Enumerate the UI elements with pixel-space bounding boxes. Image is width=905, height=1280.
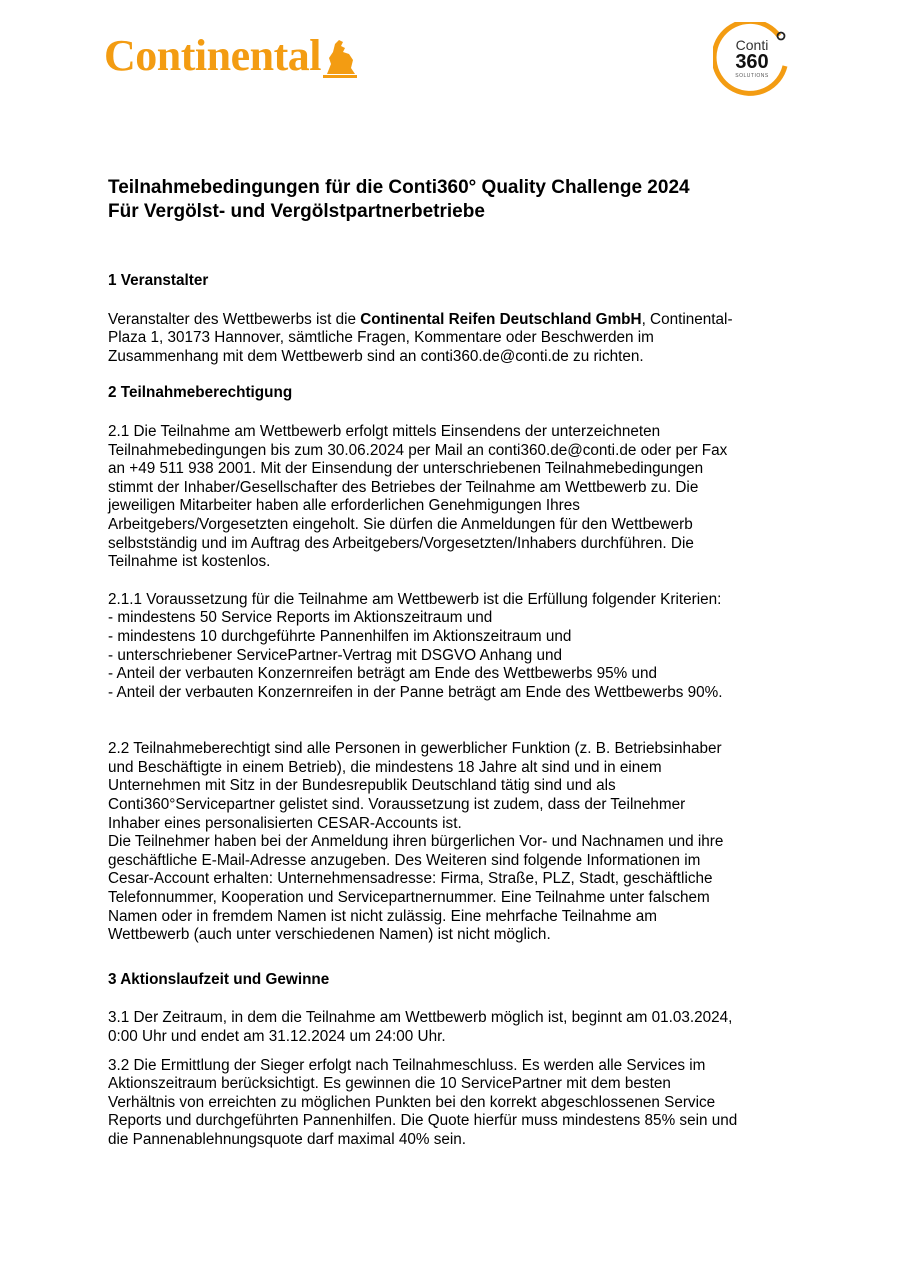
text-line: Reports und durchgeführten Pannenhilfen. Die Quote hierfür muss mindestens 85% sein und — [108, 1112, 738, 1130]
text-line: Wettbewerb (auch unter verschiedenen Namen) ist nicht möglich. — [108, 926, 551, 944]
text-line: - unterschriebener ServicePartner-Vertrag mit DSGVO Anhang und — [108, 646, 563, 664]
document-body — [108, 176, 808, 1150]
text-line: an +49 511 938 2001. Mit der Einsendung der unterschriebenen Teilnahmebedingungen — [108, 460, 704, 478]
text-line: stimmt der Inhaber/Gesellschafter des Betriebes der Teilnahme am Wettbewerb zu. Die — [108, 478, 699, 496]
conti360-logo-line1: Conti — [735, 37, 769, 53]
text-line: jeweiligen Mitarbeiter haben alle erforderlichen Genehmigungen Ihres — [108, 497, 580, 515]
section-3-1-paragraph — [108, 1009, 808, 1046]
organizer-company-name: Continental Reifen Deutschland GmbH — [360, 310, 642, 328]
text-line: Verhältnis von erreichten zu möglichen Punkten bei den korrekt abgeschlossenen Service — [108, 1093, 716, 1111]
text-line: Arbeitgebers/Vorgesetzten eingeholt. Sie dürfen die Anmeldungen für den Wettbewerb — [108, 515, 693, 533]
text-line: Inhaber eines personalisierten CESAR-Accounts ist. — [108, 814, 462, 832]
section-1-paragraph — [108, 311, 808, 367]
conti360-logo-line3: SOLUTIONS — [735, 73, 769, 79]
horse-icon — [323, 38, 357, 78]
text-line: Teilnahme ist kostenlos. — [108, 553, 271, 571]
text-line: 0:00 Uhr und endet am 31.12.2024 um 24:00 Uhr. — [108, 1028, 446, 1045]
text-line: - Anteil der verbauten Konzernreifen beträgt am Ende des Wettbewerbs 95% und — [108, 665, 658, 683]
text-line: Die Teilnehmer haben bei der Anmeldung ihren bürgerlichen Vor- und Nachnamen und ihre — [108, 833, 724, 851]
text-line: 2.1 Die Teilnahme am Wettbewerb erfolgt mittels Einsendens der unterzeichneten — [108, 422, 661, 440]
section-2-1-1-paragraph — [108, 591, 808, 703]
text-line: Telefonnummer, Kooperation und Servicepartnernummer. Eine Teilnahme unter falschem — [108, 889, 710, 907]
section-1-heading: 1 Veranstalter — [108, 272, 209, 289]
section-2-heading: 2 Teilnahmeberechtigung — [108, 384, 293, 402]
text-line: geschäftliche E-Mail-Adresse anzugeben. Des Weiteren sind folgende Informationen im — [108, 851, 701, 869]
text-line: 2.1.1 Voraussetzung für die Teilnahme am Wettbewerb ist die Erfüllung folgender Kriterien: — [108, 590, 722, 608]
organizer-intro-text: Veranstalter des Wettbewerbs ist die — [108, 310, 361, 328]
section-2-2-paragraph — [108, 740, 808, 945]
text-line: Cesar-Account erhalten: Unternehmensadresse: Firma, Straße, PLZ, Stadt, geschäftliche — [108, 870, 713, 888]
text-line: selbstständig und im Auftrag des Arbeitgebers/Vorgesetzten/Inhabers durchführen. Die — [108, 534, 694, 552]
text-line: und Beschäftigte in einem Betrieb), die mindestens 18 Jahre alt sind und in einem — [108, 758, 662, 776]
section-1-line-3: Zusammenhang mit dem Wettbewerb sind an conti360.de@conti.de zu richten. — [108, 347, 644, 365]
text-line: - mindestens 10 durchgeführte Pannenhilfen im Aktionszeitraum und — [108, 627, 572, 645]
section-3-heading: 3 Aktionslaufzeit und Gewinne — [108, 970, 330, 988]
section-1-line-1 — [108, 311, 808, 330]
section-1-line-2: Plaza 1, 30173 Hannover, sämtliche Fragen, Kommentare oder Beschwerden im — [108, 329, 654, 347]
text-line: 3.2 Die Ermittlung der Sieger erfolgt nach Teilnahmeschluss. Es werden alle Services im — [108, 1056, 706, 1074]
document-title — [108, 176, 808, 224]
title-line-1: Teilnahmebedingungen für die Conti360° Quality Challenge 2024 — [108, 177, 690, 198]
text-line: Unternehmen mit Sitz in der Bundesrepublik Deutschland tätig sind und als — [108, 777, 616, 795]
text-line: Namen oder in fremdem Namen ist nicht zulässig. Eine mehrfache Teilnahme am — [108, 907, 657, 925]
conti360-logo-line2: 360 — [735, 51, 769, 73]
section-2-1-paragraph — [108, 423, 808, 572]
text-line: 3.1 Der Zeitraum, in dem die Teilnahme am Wettbewerb möglich ist, beginnt am 01.03.2024, — [108, 1009, 733, 1027]
text-line: die Pannenablehnungsquote darf maximal 40% sein. — [108, 1130, 467, 1148]
continental-logo-text: Continental — [104, 31, 321, 80]
text-line: 2.2 Teilnahmeberechtigt sind alle Personen in gewerblicher Funktion (z. B. Betriebsinhaber — [108, 740, 722, 758]
text-line: - mindestens 50 Service Reports im Aktionszeitraum und — [108, 609, 493, 627]
title-line-2: Für Vergölst- und Vergölstpartnerbetriebe — [108, 201, 485, 222]
text-line: - Anteil der verbauten Konzernreifen in der Panne beträgt am Ende des Wettbewerbs 90%. — [108, 683, 723, 701]
organizer-address-start: , Continental- — [641, 310, 733, 328]
conti360-logo — [713, 22, 791, 100]
continental-logo — [104, 31, 357, 80]
text-line: Teilnahmebedingungen bis zum 30.06.2024 per Mail an conti360.de@conti.de oder per Fax — [108, 441, 728, 459]
text-line: Conti360°Servicepartner gelistet sind. Voraussetzung ist zudem, dass der Teilnehmer — [108, 796, 686, 814]
text-line: Aktionszeitraum berücksichtigt. Es gewinnen die 10 ServicePartner mit dem besten — [108, 1075, 671, 1093]
section-3-2-paragraph — [108, 1057, 808, 1150]
